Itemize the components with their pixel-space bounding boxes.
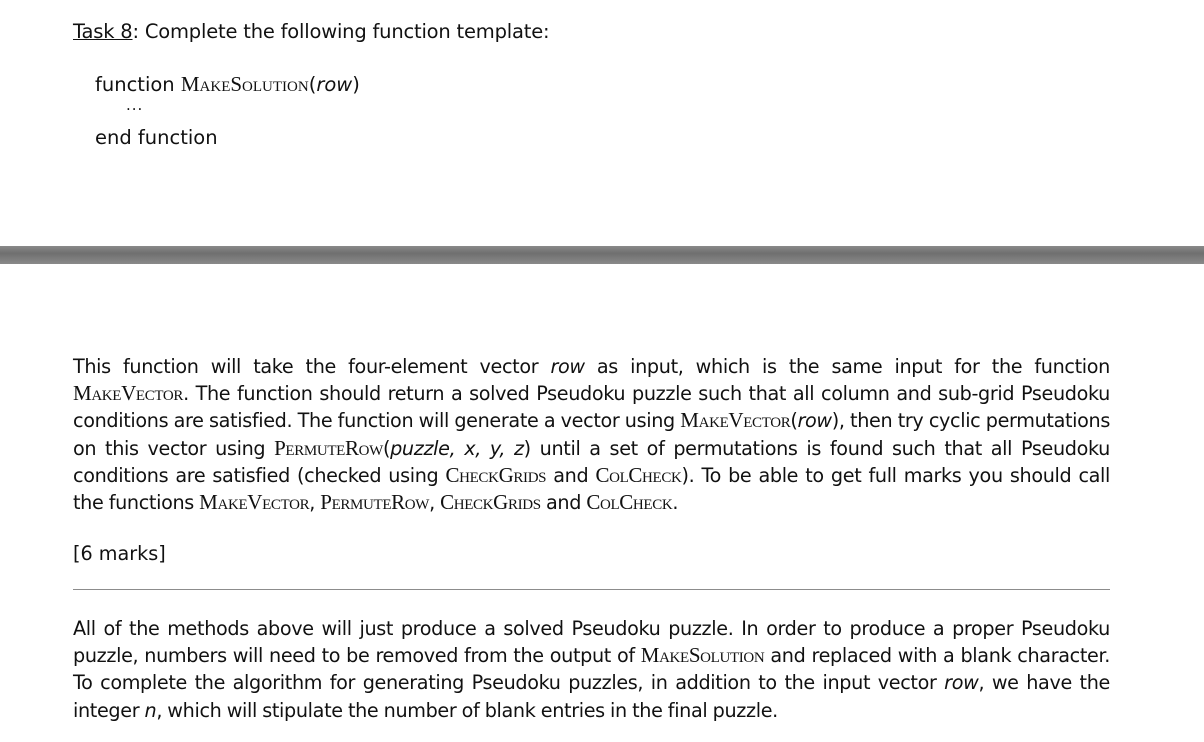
text-segment: . bbox=[672, 491, 679, 515]
text-segment: ), then try cyclic permutations on this vector using bbox=[73, 409, 1110, 460]
text-segment: , bbox=[429, 491, 441, 515]
text-segment: and replaced with a blank character. To complete the algorithm for generating Pseudoku puzzles, in addition to the input vector bbox=[73, 644, 1110, 695]
var-row: row bbox=[797, 409, 832, 433]
text-segment: All of the methods above will just produce a solved Pseudoku puzzle. In order to produce a proper Pseudoku puzzle, numbers will need to be removed from the output of bbox=[73, 617, 1110, 668]
fn-args: puzzle, x, y, z bbox=[390, 436, 524, 460]
fn-checkgrids: CheckGrids bbox=[440, 490, 541, 515]
horizontal-rule bbox=[73, 589, 1110, 590]
fn-permuterow: PermuteRow bbox=[320, 490, 430, 515]
code-ellipsis: ... bbox=[126, 96, 144, 114]
marks-label: [6 marks] bbox=[73, 542, 166, 565]
var-row: row bbox=[944, 671, 979, 695]
code-end: end function bbox=[95, 126, 218, 149]
fn-makevector: MakeVector bbox=[73, 381, 184, 406]
code-function-signature bbox=[95, 72, 360, 97]
fn-makesolution: MakeSolution bbox=[640, 643, 765, 668]
fn-makevector: MakeVector bbox=[199, 490, 310, 515]
closing-paragraph bbox=[73, 615, 1110, 724]
text-segment: ). To be able to get full marks you should call the functions bbox=[73, 463, 1111, 515]
task-label: Task 8 bbox=[73, 20, 133, 43]
fn-makevector: MakeVector bbox=[680, 408, 791, 433]
var-n: n bbox=[144, 698, 157, 722]
code-param: row bbox=[316, 73, 353, 96]
text-segment: , we have the integer bbox=[73, 671, 1110, 722]
text-segment: and bbox=[546, 463, 596, 487]
var-row: row bbox=[550, 355, 585, 378]
description-paragraph bbox=[73, 353, 1110, 516]
text-segment: and bbox=[540, 491, 587, 515]
code-open-paren: ( bbox=[308, 73, 317, 96]
text-segment: ( bbox=[382, 436, 391, 460]
text-segment: , bbox=[309, 491, 321, 515]
text-segment: . The function should return a solved Pseudoku puzzle such that all column and sub-grid Pseudoku conditions are satisfied. The function will generate a vector using bbox=[73, 382, 1110, 433]
text-segment: ( bbox=[790, 409, 798, 433]
page-break-divider bbox=[0, 246, 1204, 264]
fn-colcheck: ColCheck bbox=[586, 490, 673, 515]
task-heading bbox=[73, 20, 549, 43]
task-instruction: : Complete the following function template: bbox=[132, 20, 550, 43]
code-keyword: function bbox=[95, 73, 175, 96]
page-upper-section bbox=[0, 0, 1204, 246]
text-segment: This function will take the four-element vector bbox=[73, 355, 551, 378]
fn-checkgrids: CheckGrids bbox=[445, 462, 547, 487]
text-segment: , which will stipulate the number of blank entries in the final puzzle. bbox=[156, 698, 778, 722]
code-function-name: MakeSolution bbox=[180, 72, 309, 96]
text-segment: ) until a set of permutations is found such that all Pseudoku conditions are satisfied (checked using bbox=[73, 436, 1110, 487]
fn-permuterow: PermuteRow bbox=[274, 435, 383, 460]
fn-colcheck: ColCheck bbox=[595, 462, 682, 487]
text-segment: as input, which is the same input for the function bbox=[584, 355, 1110, 378]
code-close-paren: ) bbox=[352, 73, 360, 96]
